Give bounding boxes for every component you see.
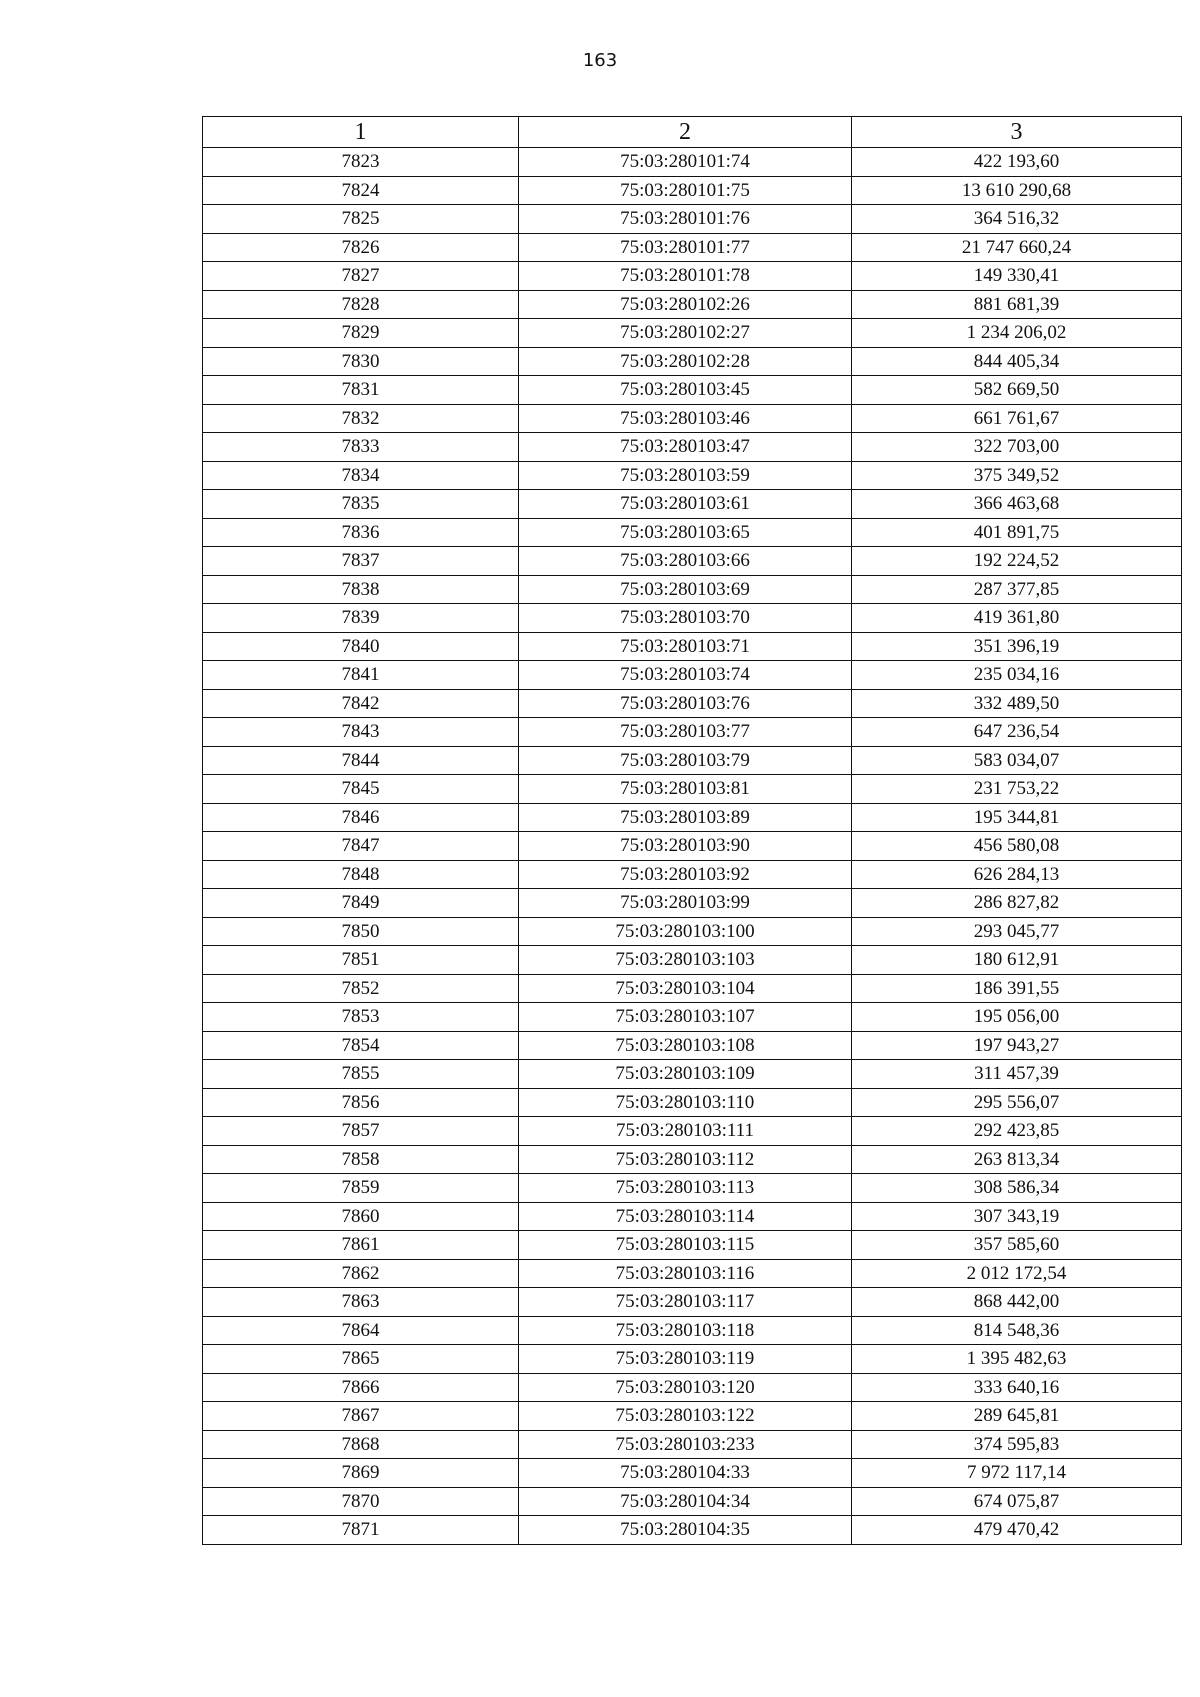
row-number-cell: 7830 <box>203 347 519 376</box>
table-row <box>203 433 1182 462</box>
cadastral-number-cell: 75:03:280104:34 <box>519 1487 852 1516</box>
table-row <box>203 262 1182 291</box>
cadastral-number-cell: 75:03:280103:74 <box>519 661 852 690</box>
row-number-cell: 7866 <box>203 1373 519 1402</box>
value-cell: 197 943,27 <box>852 1031 1182 1060</box>
table-row <box>203 148 1182 177</box>
table-row <box>203 1117 1182 1146</box>
cadastral-number-cell: 75:03:280103:111 <box>519 1117 852 1146</box>
row-number-cell: 7837 <box>203 547 519 576</box>
cadastral-number-cell: 75:03:280103:65 <box>519 518 852 547</box>
cadastral-number-cell: 75:03:280103:112 <box>519 1145 852 1174</box>
cadastral-number-cell: 75:03:280103:119 <box>519 1345 852 1374</box>
value-cell: 332 489,50 <box>852 689 1182 718</box>
value-cell: 180 612,91 <box>852 946 1182 975</box>
value-cell: 231 753,22 <box>852 775 1182 804</box>
table-row <box>203 205 1182 234</box>
table-row <box>203 946 1182 975</box>
row-number-cell: 7843 <box>203 718 519 747</box>
row-number-cell: 7862 <box>203 1259 519 1288</box>
row-number-cell: 7841 <box>203 661 519 690</box>
table-row <box>203 347 1182 376</box>
table-body <box>203 148 1182 1545</box>
column-header-1: 1 <box>203 117 519 148</box>
table-row <box>203 718 1182 747</box>
cadastral-number-cell: 75:03:280103:233 <box>519 1430 852 1459</box>
value-cell: 293 045,77 <box>852 917 1182 946</box>
table-row <box>203 1231 1182 1260</box>
table-row <box>203 661 1182 690</box>
table-row <box>203 319 1182 348</box>
row-number-cell: 7854 <box>203 1031 519 1060</box>
table-row <box>203 1202 1182 1231</box>
value-cell: 263 813,34 <box>852 1145 1182 1174</box>
row-number-cell: 7828 <box>203 290 519 319</box>
row-number-cell: 7831 <box>203 376 519 405</box>
value-cell: 195 344,81 <box>852 803 1182 832</box>
cadastral-number-cell: 75:03:280103:113 <box>519 1174 852 1203</box>
value-cell: 583 034,07 <box>852 746 1182 775</box>
row-number-cell: 7861 <box>203 1231 519 1260</box>
row-number-cell: 7860 <box>203 1202 519 1231</box>
row-number-cell: 7840 <box>203 632 519 661</box>
value-cell: 308 586,34 <box>852 1174 1182 1203</box>
cadastral-number-cell: 75:03:280101:77 <box>519 233 852 262</box>
table-row <box>203 1003 1182 1032</box>
value-cell: 292 423,85 <box>852 1117 1182 1146</box>
cadastral-number-cell: 75:03:280103:69 <box>519 575 852 604</box>
table-row <box>203 803 1182 832</box>
cadastral-number-cell: 75:03:280103:61 <box>519 490 852 519</box>
cadastral-number-cell: 75:03:280103:110 <box>519 1088 852 1117</box>
table-row <box>203 404 1182 433</box>
cadastral-number-cell: 75:03:280103:107 <box>519 1003 852 1032</box>
row-number-cell: 7839 <box>203 604 519 633</box>
cadastral-number-cell: 75:03:280103:118 <box>519 1316 852 1345</box>
row-number-cell: 7844 <box>203 746 519 775</box>
cadastral-number-cell: 75:03:280103:90 <box>519 832 852 861</box>
cadastral-number-cell: 75:03:280101:76 <box>519 205 852 234</box>
value-cell: 289 645,81 <box>852 1402 1182 1431</box>
value-cell: 287 377,85 <box>852 575 1182 604</box>
cadastral-number-cell: 75:03:280103:116 <box>519 1259 852 1288</box>
row-number-cell: 7845 <box>203 775 519 804</box>
table-row <box>203 1316 1182 1345</box>
row-number-cell: 7827 <box>203 262 519 291</box>
table-row <box>203 1459 1182 1488</box>
cadastral-number-cell: 75:03:280103:109 <box>519 1060 852 1089</box>
row-number-cell: 7863 <box>203 1288 519 1317</box>
value-cell: 844 405,34 <box>852 347 1182 376</box>
table-row <box>203 1145 1182 1174</box>
table-row <box>203 632 1182 661</box>
row-number-cell: 7829 <box>203 319 519 348</box>
cadastral-number-cell: 75:03:280103:77 <box>519 718 852 747</box>
row-number-cell: 7842 <box>203 689 519 718</box>
table-row <box>203 889 1182 918</box>
value-cell: 674 075,87 <box>852 1487 1182 1516</box>
value-cell: 456 580,08 <box>852 832 1182 861</box>
value-cell: 295 556,07 <box>852 1088 1182 1117</box>
table-row <box>203 689 1182 718</box>
value-cell: 7 972 117,14 <box>852 1459 1182 1488</box>
row-number-cell: 7868 <box>203 1430 519 1459</box>
column-header-2: 2 <box>519 117 852 148</box>
table-row <box>203 461 1182 490</box>
value-cell: 13 610 290,68 <box>852 176 1182 205</box>
value-cell: 375 349,52 <box>852 461 1182 490</box>
table-row <box>203 832 1182 861</box>
row-number-cell: 7825 <box>203 205 519 234</box>
row-number-cell: 7853 <box>203 1003 519 1032</box>
value-cell: 21 747 660,24 <box>852 233 1182 262</box>
table-row <box>203 518 1182 547</box>
value-cell: 1 234 206,02 <box>852 319 1182 348</box>
cadastral-number-cell: 75:03:280103:89 <box>519 803 852 832</box>
row-number-cell: 7858 <box>203 1145 519 1174</box>
value-cell: 311 457,39 <box>852 1060 1182 1089</box>
row-number-cell: 7838 <box>203 575 519 604</box>
value-cell: 661 761,67 <box>852 404 1182 433</box>
value-cell: 422 193,60 <box>852 148 1182 177</box>
value-cell: 286 827,82 <box>852 889 1182 918</box>
data-table <box>202 116 1182 1545</box>
value-cell: 357 585,60 <box>852 1231 1182 1260</box>
cadastral-number-cell: 75:03:280103:70 <box>519 604 852 633</box>
value-cell: 881 681,39 <box>852 290 1182 319</box>
cadastral-number-cell: 75:03:280103:71 <box>519 632 852 661</box>
row-number-cell: 7867 <box>203 1402 519 1431</box>
table-row <box>203 1373 1182 1402</box>
value-cell: 2 012 172,54 <box>852 1259 1182 1288</box>
cadastral-number-cell: 75:03:280102:26 <box>519 290 852 319</box>
row-number-cell: 7848 <box>203 860 519 889</box>
table-row <box>203 1516 1182 1545</box>
value-cell: 582 669,50 <box>852 376 1182 405</box>
value-cell: 192 224,52 <box>852 547 1182 576</box>
table-header-row <box>203 117 1182 148</box>
value-cell: 401 891,75 <box>852 518 1182 547</box>
row-number-cell: 7865 <box>203 1345 519 1374</box>
cadastral-number-cell: 75:03:280104:33 <box>519 1459 852 1488</box>
value-cell: 186 391,55 <box>852 974 1182 1003</box>
cadastral-number-cell: 75:03:280101:78 <box>519 262 852 291</box>
table-row <box>203 604 1182 633</box>
table-row <box>203 290 1182 319</box>
table-row <box>203 1088 1182 1117</box>
table-row <box>203 974 1182 1003</box>
table-row <box>203 775 1182 804</box>
cadastral-number-cell: 75:03:280101:75 <box>519 176 852 205</box>
row-number-cell: 7824 <box>203 176 519 205</box>
row-number-cell: 7849 <box>203 889 519 918</box>
row-number-cell: 7859 <box>203 1174 519 1203</box>
cadastral-number-cell: 75:03:280101:74 <box>519 148 852 177</box>
table-row <box>203 1031 1182 1060</box>
cadastral-number-cell: 75:03:280104:35 <box>519 1516 852 1545</box>
cadastral-number-cell: 75:03:280103:66 <box>519 547 852 576</box>
value-cell: 333 640,16 <box>852 1373 1182 1402</box>
value-cell: 149 330,41 <box>852 262 1182 291</box>
table-row <box>203 1430 1182 1459</box>
row-number-cell: 7823 <box>203 148 519 177</box>
value-cell: 647 236,54 <box>852 718 1182 747</box>
cadastral-number-cell: 75:03:280103:122 <box>519 1402 852 1431</box>
row-number-cell: 7826 <box>203 233 519 262</box>
row-number-cell: 7870 <box>203 1487 519 1516</box>
value-cell: 364 516,32 <box>852 205 1182 234</box>
value-cell: 479 470,42 <box>852 1516 1182 1545</box>
row-number-cell: 7847 <box>203 832 519 861</box>
table-row <box>203 1288 1182 1317</box>
cadastral-number-cell: 75:03:280103:59 <box>519 461 852 490</box>
cadastral-number-cell: 75:03:280103:114 <box>519 1202 852 1231</box>
cadastral-number-cell: 75:03:280103:46 <box>519 404 852 433</box>
table-row <box>203 233 1182 262</box>
table-row <box>203 176 1182 205</box>
row-number-cell: 7871 <box>203 1516 519 1545</box>
table-row <box>203 1259 1182 1288</box>
column-header-3: 3 <box>852 117 1182 148</box>
row-number-cell: 7835 <box>203 490 519 519</box>
cadastral-number-cell: 75:03:280103:108 <box>519 1031 852 1060</box>
value-cell: 351 396,19 <box>852 632 1182 661</box>
row-number-cell: 7836 <box>203 518 519 547</box>
table-row <box>203 490 1182 519</box>
row-number-cell: 7869 <box>203 1459 519 1488</box>
cadastral-number-cell: 75:03:280103:104 <box>519 974 852 1003</box>
cadastral-number-cell: 75:03:280103:99 <box>519 889 852 918</box>
cadastral-number-cell: 75:03:280103:117 <box>519 1288 852 1317</box>
value-cell: 235 034,16 <box>852 661 1182 690</box>
value-cell: 419 361,80 <box>852 604 1182 633</box>
cadastral-number-cell: 75:03:280103:47 <box>519 433 852 462</box>
value-cell: 626 284,13 <box>852 860 1182 889</box>
table-row <box>203 376 1182 405</box>
value-cell: 1 395 482,63 <box>852 1345 1182 1374</box>
row-number-cell: 7832 <box>203 404 519 433</box>
row-number-cell: 7834 <box>203 461 519 490</box>
table-row <box>203 917 1182 946</box>
row-number-cell: 7846 <box>203 803 519 832</box>
table-row <box>203 1402 1182 1431</box>
page-number: 163 <box>582 50 618 71</box>
cadastral-number-cell: 75:03:280103:115 <box>519 1231 852 1260</box>
cadastral-number-cell: 75:03:280102:28 <box>519 347 852 376</box>
cadastral-number-cell: 75:03:280102:27 <box>519 319 852 348</box>
cadastral-number-cell: 75:03:280103:79 <box>519 746 852 775</box>
row-number-cell: 7833 <box>203 433 519 462</box>
row-number-cell: 7851 <box>203 946 519 975</box>
table-row <box>203 1060 1182 1089</box>
value-cell: 195 056,00 <box>852 1003 1182 1032</box>
cadastral-number-cell: 75:03:280103:45 <box>519 376 852 405</box>
value-cell: 868 442,00 <box>852 1288 1182 1317</box>
cadastral-number-cell: 75:03:280103:103 <box>519 946 852 975</box>
value-cell: 307 343,19 <box>852 1202 1182 1231</box>
table-row <box>203 860 1182 889</box>
table-row <box>203 746 1182 775</box>
table-row <box>203 547 1182 576</box>
value-cell: 814 548,36 <box>852 1316 1182 1345</box>
value-cell: 366 463,68 <box>852 490 1182 519</box>
row-number-cell: 7852 <box>203 974 519 1003</box>
value-cell: 374 595,83 <box>852 1430 1182 1459</box>
table-row <box>203 1487 1182 1516</box>
cadastral-number-cell: 75:03:280103:81 <box>519 775 852 804</box>
row-number-cell: 7857 <box>203 1117 519 1146</box>
row-number-cell: 7864 <box>203 1316 519 1345</box>
cadastral-number-cell: 75:03:280103:92 <box>519 860 852 889</box>
cadastral-number-cell: 75:03:280103:120 <box>519 1373 852 1402</box>
value-cell: 322 703,00 <box>852 433 1182 462</box>
table-row <box>203 575 1182 604</box>
table-row <box>203 1174 1182 1203</box>
cadastral-number-cell: 75:03:280103:76 <box>519 689 852 718</box>
row-number-cell: 7856 <box>203 1088 519 1117</box>
table-row <box>203 1345 1182 1374</box>
row-number-cell: 7850 <box>203 917 519 946</box>
row-number-cell: 7855 <box>203 1060 519 1089</box>
cadastral-number-cell: 75:03:280103:100 <box>519 917 852 946</box>
